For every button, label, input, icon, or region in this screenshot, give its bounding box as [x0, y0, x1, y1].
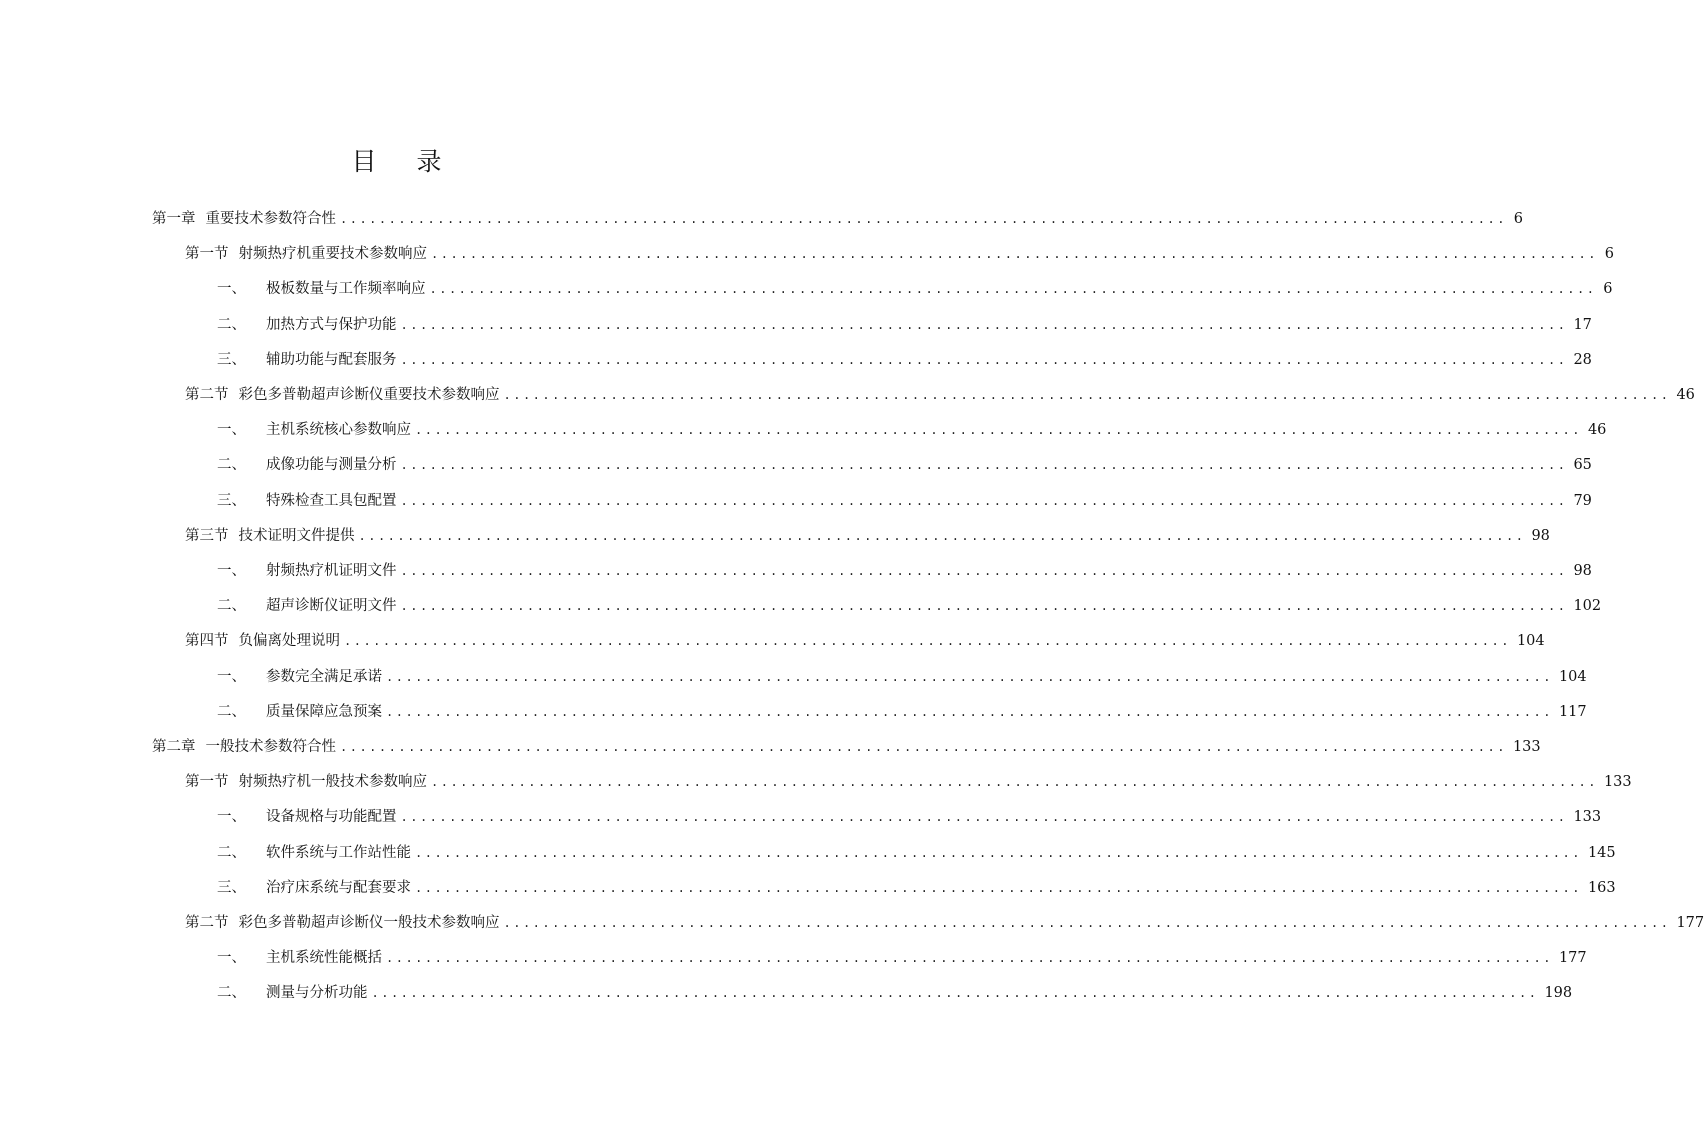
- page-title: 目 录: [351, 147, 458, 176]
- toc-leader-dots: ........................................................................................................................: [400, 493, 1568, 508]
- toc-entry-title: 参数完全满足承诺: [266, 668, 382, 685]
- toc-entry[interactable]: [217, 451, 1592, 475]
- toc-entry[interactable]: [217, 311, 1592, 335]
- toc-entry-number: 第一节: [185, 246, 229, 263]
- toc-entry-title: 一般技术参数符合性: [205, 739, 336, 755]
- toc-entry[interactable]: [217, 839, 1616, 863]
- toc-entry[interactable]: [217, 557, 1592, 581]
- toc-entry-title: 治疗床系统与配套要求: [266, 879, 411, 896]
- toc-entry-title: 主机系统性能概括: [266, 950, 382, 967]
- toc-entry[interactable]: [217, 416, 1607, 440]
- toc-entry-title: 软件系统与工作站性能: [266, 844, 411, 861]
- toc-entry-title: 超声诊断仪证明文件: [266, 598, 397, 615]
- toc-entry-page: 133: [1512, 739, 1541, 755]
- toc-entry-title: 技术证明文件提供: [238, 527, 355, 544]
- toc-leader-dots: ........................................................................................................................: [400, 810, 1568, 825]
- toc-entry-number: 三、: [217, 492, 246, 509]
- toc-leader-dots: ........................................................................................................................: [358, 528, 1526, 543]
- toc-leader-dots: ........................................................................................................................: [400, 317, 1568, 332]
- toc-entry-page: 133: [1603, 774, 1632, 791]
- toc-entry-number: 三、: [217, 879, 246, 896]
- toc-leader-dots: ........................................................................................................................: [400, 564, 1568, 578]
- toc-leader-dots: ........................................................................................................................: [415, 423, 1582, 438]
- toc-entry-number: 二、: [217, 703, 246, 720]
- toc-entry[interactable]: [185, 381, 1695, 405]
- toc-entry-page: 65: [1573, 457, 1592, 474]
- toc-entry[interactable]: [185, 627, 1545, 651]
- toc-entry-number: 二、: [217, 316, 246, 333]
- toc-entry[interactable]: [185, 240, 1614, 264]
- toc-entry[interactable]: [152, 205, 1523, 229]
- toc-entry-page: 163: [1587, 879, 1616, 896]
- toc-entry-number: 一、: [217, 809, 246, 826]
- toc-entry-page: 102: [1573, 598, 1602, 615]
- toc-leader-dots: ........................................................................................................................: [431, 775, 1598, 790]
- toc-entry-number: 第三节: [185, 527, 229, 544]
- toc-entry[interactable]: [217, 944, 1587, 968]
- toc-entry-page: 104: [1516, 633, 1545, 650]
- toc-entry-number: 二、: [217, 598, 246, 615]
- toc-entry-page: 6: [1603, 281, 1613, 298]
- toc-entry-title: 负偏离处理说明: [238, 633, 340, 650]
- toc-leader-dots: ........................................................................................................................: [400, 458, 1568, 473]
- toc-entry-number: 一、: [217, 422, 246, 439]
- toc-leader-dots: ........................................................................................................................: [371, 986, 1539, 1001]
- toc-entry-page: 28: [1573, 351, 1592, 368]
- toc-entry[interactable]: [152, 733, 1541, 757]
- toc-entry-number: 第一节: [185, 774, 229, 791]
- toc-entry-page: 177: [1558, 950, 1587, 967]
- toc-leader-dots: ........................................................................................................................: [431, 247, 1598, 262]
- toc-entry-number: 第二章: [152, 739, 196, 755]
- toc-entry-title: 彩色多普勒超声诊断仪重要技术参数响应: [238, 387, 500, 403]
- toc-entry[interactable]: [217, 698, 1587, 722]
- toc-entry-title: 测量与分析功能: [266, 985, 368, 1002]
- toc-entry-number: 二、: [217, 457, 246, 474]
- toc-entry-title: 彩色多普勒超声诊断仪一般技术参数响应: [238, 915, 500, 931]
- toc-entry-number: 二、: [217, 844, 246, 861]
- toc-leader-dots: ........................................................................................................................: [503, 916, 1671, 930]
- toc-entry-page: 79: [1573, 492, 1592, 509]
- toc-entry-title: 主机系统核心参数响应: [266, 422, 411, 439]
- toc-leader-dots: ........................................................................................................................: [415, 845, 1582, 860]
- toc-entry-page: 104: [1558, 668, 1587, 685]
- toc-entry-number: 一、: [217, 563, 246, 579]
- toc-leader-dots: ........................................................................................................................: [429, 282, 1597, 297]
- toc-entry-page: 46: [1676, 387, 1695, 403]
- toc-entry-page: 117: [1558, 703, 1587, 720]
- toc-leader-dots: ........................................................................................................................: [415, 880, 1582, 895]
- toc-entry[interactable]: [217, 663, 1587, 687]
- toc-entry-title: 重要技术参数符合性: [205, 211, 336, 227]
- toc-entry-page: 98: [1531, 527, 1550, 544]
- toc-entry-number: 三、: [217, 351, 246, 368]
- toc-entry-page: 6: [1604, 246, 1614, 263]
- toc-entry-title: 成像功能与测量分析: [266, 457, 397, 474]
- toc-entry-number: 第二节: [185, 387, 229, 403]
- toc-leader-dots: ........................................................................................................................: [400, 599, 1568, 614]
- toc-entry-number: 一、: [217, 668, 246, 685]
- toc-entry-number: 第四节: [185, 633, 229, 650]
- toc-entry-title: 射频热疗机重要技术参数响应: [238, 246, 427, 263]
- toc-entry-title: 加热方式与保护功能: [266, 316, 397, 333]
- toc-entry[interactable]: [217, 592, 1602, 616]
- toc-leader-dots: ........................................................................................................................: [503, 388, 1671, 402]
- toc-entry-title: 射频热疗机一般技术参数响应: [238, 774, 427, 791]
- toc-entry-page: 198: [1544, 985, 1573, 1002]
- toc-entry-page: 17: [1573, 316, 1592, 333]
- toc-leader-dots: ........................................................................................................................: [344, 634, 1511, 649]
- toc-leader-dots: ........................................................................................................................: [386, 951, 1553, 966]
- toc-entry-title: 质量保障应急预案: [266, 703, 382, 720]
- toc-entry-page: 133: [1573, 809, 1602, 826]
- toc-entry-title: 极板数量与工作频率响应: [266, 281, 426, 298]
- toc-leader-dots: ........................................................................................................................: [340, 740, 1507, 754]
- toc-entry[interactable]: [217, 346, 1592, 370]
- toc-leader-dots: ........................................................................................................................: [340, 212, 1507, 226]
- toc-leader-dots: ........................................................................................................................: [400, 352, 1568, 367]
- toc-entry[interactable]: [185, 768, 1632, 792]
- toc-entry-number: 二、: [217, 985, 246, 1002]
- toc-entry-page: 177: [1676, 915, 1704, 931]
- toc-entry-page: 145: [1587, 844, 1616, 861]
- toc-entry[interactable]: [217, 275, 1613, 299]
- toc-entry[interactable]: [217, 803, 1602, 827]
- toc-entry[interactable]: [185, 909, 1704, 933]
- toc-entry-page: 6: [1513, 211, 1523, 227]
- toc-entry-title: 特殊检查工具包配置: [266, 492, 397, 509]
- toc-entry-title: 射频热疗机证明文件: [266, 563, 397, 579]
- toc-leader-dots: ........................................................................................................................: [386, 669, 1553, 684]
- toc-entry-number: 一、: [217, 281, 246, 298]
- toc-entry-number: 第一章: [152, 211, 196, 227]
- toc-entry-number: 一、: [217, 950, 246, 967]
- toc-entry-number: 第二节: [185, 915, 229, 931]
- toc-entry[interactable]: [217, 979, 1573, 1003]
- toc-entry[interactable]: [217, 487, 1592, 511]
- toc-entry-page: 46: [1587, 422, 1607, 439]
- toc-entry-title: 辅助功能与配套服务: [266, 351, 397, 368]
- toc-entry-title: 设备规格与功能配置: [266, 809, 397, 826]
- toc-entry[interactable]: [185, 522, 1550, 546]
- toc-entry-page: 98: [1573, 563, 1592, 579]
- toc-entry[interactable]: [217, 874, 1616, 898]
- toc-leader-dots: ........................................................................................................................: [386, 704, 1553, 719]
